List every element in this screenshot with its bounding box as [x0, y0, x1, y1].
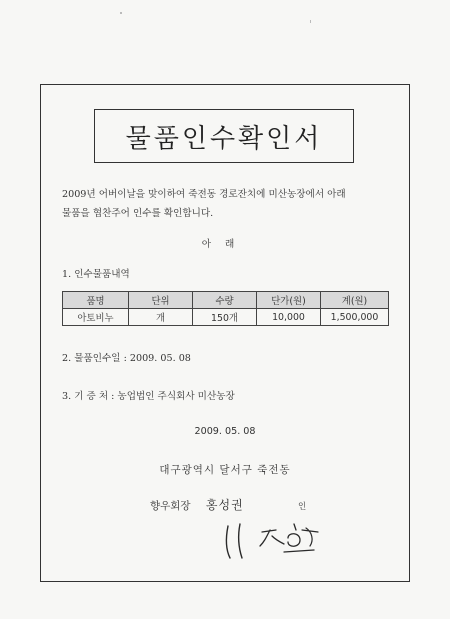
body-paragraph [62, 185, 402, 223]
table-cell: 10,000 [257, 309, 321, 326]
table-cell: 개 [129, 309, 193, 326]
section-2-label: 2. 물품인수일 : 2009. 05. 08 [62, 353, 191, 364]
section-1-label: 1. 인수물품내역 [62, 269, 130, 280]
section-3-label: 3. 기 증 처 : 농업법인 주식회사 미산농장 [62, 391, 235, 402]
title-box [94, 109, 354, 163]
signer-position: 향우회장 [150, 500, 191, 512]
table-header-cell: 단위 [129, 292, 193, 309]
table-header-row [63, 292, 389, 309]
table-cell: 1,500,000 [321, 309, 389, 326]
items-table [62, 291, 389, 326]
table-header-cell: 품명 [63, 292, 129, 309]
address: 대구광역시 달서구 죽전동 [159, 464, 291, 476]
body-line-2: 물품을 협찬주어 인수를 확인합니다. [62, 208, 214, 219]
table-row [63, 309, 389, 326]
signer-line [150, 496, 244, 513]
table-cell: 아토비누 [63, 309, 129, 326]
scan-speck [120, 12, 122, 14]
center-note: 아래 [201, 239, 249, 250]
seal-mark: 인 [298, 502, 307, 512]
table-header-cell: 수량 [193, 292, 257, 309]
table-header-cell: 단가(원) [257, 292, 321, 309]
document-title: 물품인수확인서 [125, 123, 323, 154]
body-line-1: 2009년 어버이날을 맞이하여 죽전동 경로잔치에 미산농장에서 아래 [62, 189, 346, 200]
document-date: 2009. 05. 08 [194, 426, 256, 437]
handwritten-signature [222, 518, 332, 564]
table-header-cell: 계(원) [321, 292, 389, 309]
table-cell: 150개 [193, 309, 257, 326]
scan-speck [310, 20, 311, 23]
signer-name: 홍성권 [205, 498, 244, 512]
